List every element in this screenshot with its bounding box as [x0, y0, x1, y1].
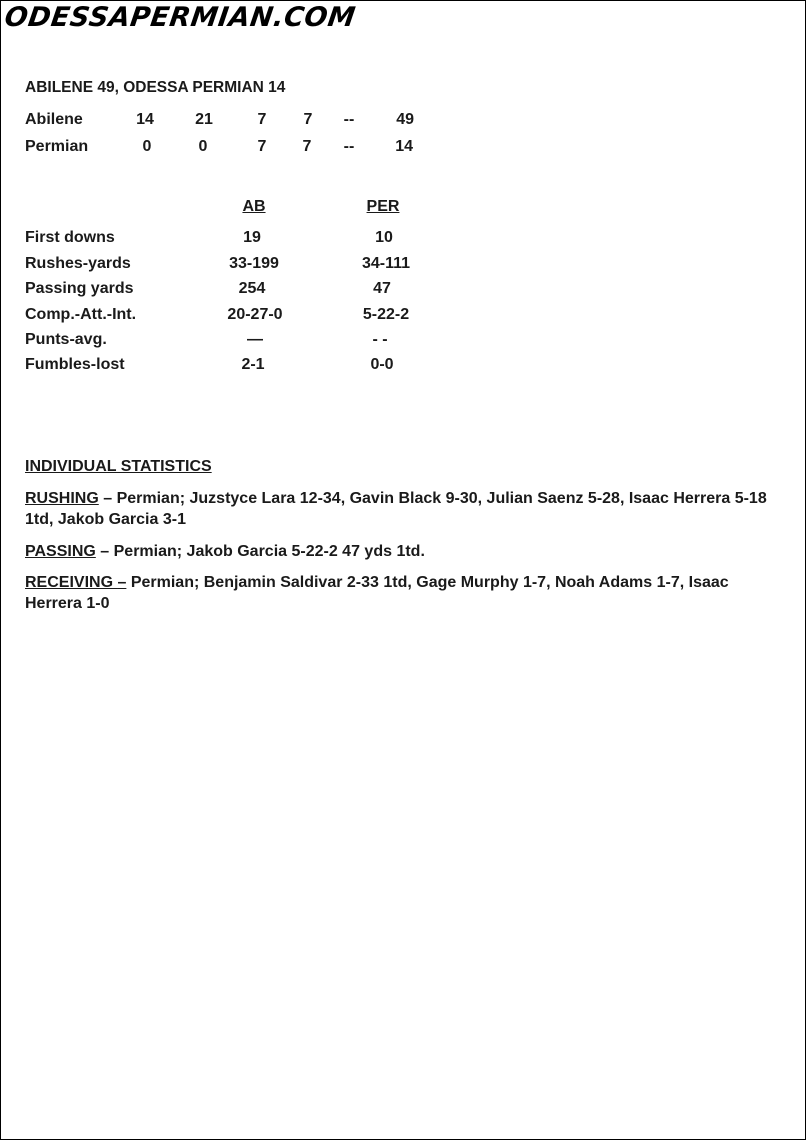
team-stats-label: First downs [25, 229, 115, 246]
team-stats-ab: 33-199 [229, 255, 279, 272]
team-stats-per: 0-0 [370, 356, 394, 373]
linescore-separator: -- [343, 111, 355, 128]
linescore-team: Abilene [25, 111, 83, 128]
linescore-q3: 7 [257, 111, 267, 128]
receiving-paragraph [25, 572, 775, 614]
team-stats-ab: 254 [238, 280, 266, 297]
linescore-q2: 0 [198, 138, 208, 155]
team-stats-ab: 20-27-0 [227, 306, 283, 323]
team-stats-header-ab: AB [242, 198, 266, 215]
team-stats-per: 10 [375, 229, 393, 246]
team-stats-header-per: PER [366, 198, 400, 215]
linescore-team: Permian [25, 138, 89, 155]
rushing-text: Permian; Juzstyce Lara 12-34, Gavin Black 9-30, Julian Saenz 5-28, Isaac Herrera 5-18 1td, Jakob Garcia 3-1 [25, 490, 767, 528]
passing-dash: – [95, 543, 114, 560]
team-stats-label: Rushes-yards [25, 255, 131, 272]
linescore-q4: 7 [303, 111, 313, 128]
linescore-q3: 7 [257, 138, 267, 155]
team-stats-per: - - [372, 331, 388, 348]
linescore-total: 14 [395, 138, 413, 155]
rushing-dash: – [98, 490, 117, 507]
receiving-dash: – [117, 574, 127, 591]
game-headline: ABILENE 49, ODESSA PERMIAN 14 [25, 79, 286, 96]
team-stats-ab: — [247, 331, 263, 348]
team-stats-label: Comp.-Att.-Int. [25, 306, 137, 323]
rushing-label: RUSHING [25, 490, 99, 507]
linescore-q1: 0 [142, 138, 152, 155]
linescore-q1: 14 [136, 111, 154, 128]
linescore-q4: 7 [302, 138, 312, 155]
passing-label: PASSING [25, 543, 96, 560]
team-stats-label: Punts-avg. [25, 331, 107, 348]
linescore-total: 49 [396, 111, 414, 128]
receiving-label: RECEIVING [25, 574, 118, 591]
receiving-text: Permian; Benjamin Saldivar 2-33 1td, Gage Murphy 1-7, Noah Adams 1-7, Isaac Herrera 1-0 [25, 574, 729, 612]
rushing-paragraph [25, 488, 775, 530]
site-logo: ODESSAPERMIAN.COM [2, 2, 358, 33]
team-stats-ab: 19 [243, 229, 261, 246]
team-stats-per: 47 [373, 280, 391, 297]
team-stats-per: 34-111 [361, 255, 411, 272]
passing-paragraph [25, 541, 775, 562]
team-stats-per: 5-22-2 [362, 306, 410, 323]
individual-stats-title: INDIVIDUAL STATISTICS [25, 458, 212, 475]
team-stats-label: Fumbles-lost [25, 356, 125, 373]
linescore-q2: 21 [195, 111, 213, 128]
team-stats-label: Passing yards [25, 280, 134, 297]
team-stats-ab: 2-1 [241, 356, 265, 373]
passing-text: Permian; Jakob Garcia 5-22-2 47 yds 1td. [113, 543, 425, 560]
linescore-separator: -- [343, 138, 355, 155]
